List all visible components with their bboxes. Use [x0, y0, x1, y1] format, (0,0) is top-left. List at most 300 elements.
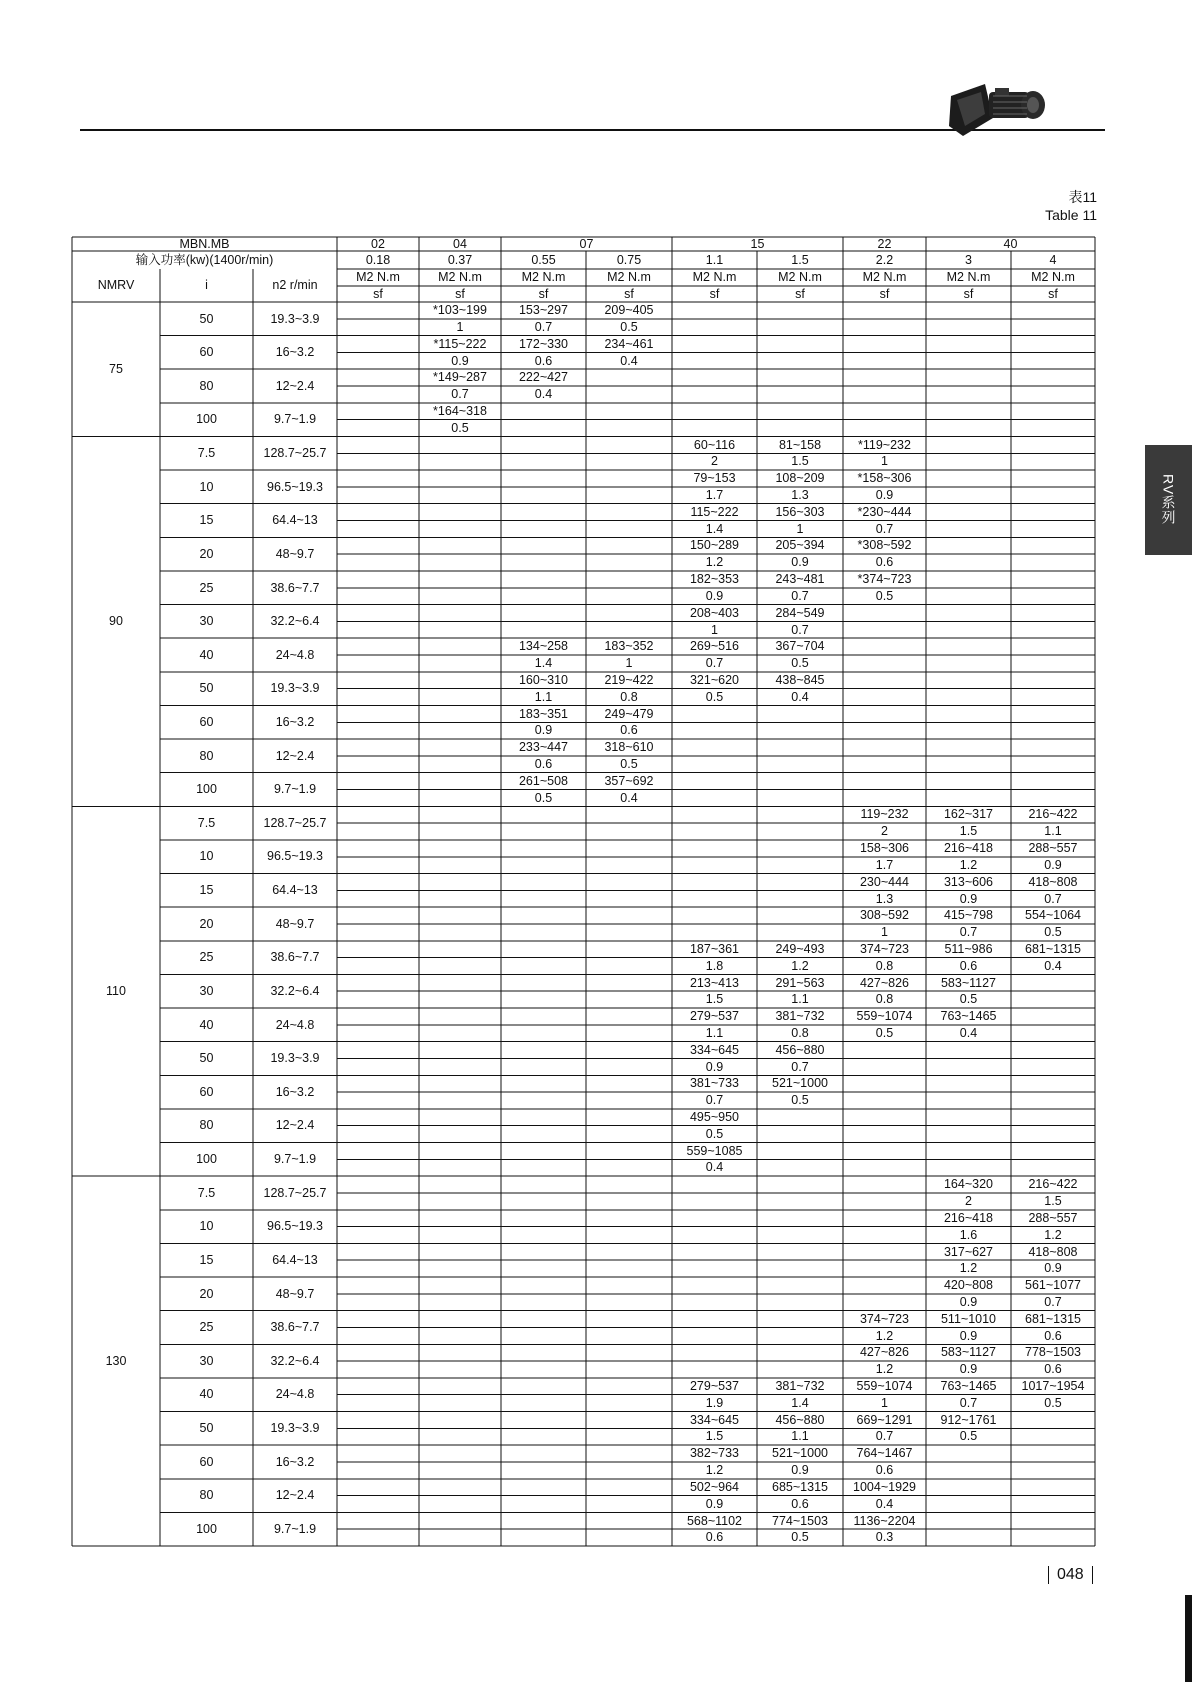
service-factor-value: 0.7 — [959, 925, 978, 940]
torque-value: 778~1503 — [1025, 1345, 1081, 1360]
output-speed-value: 64.4~13 — [272, 1252, 318, 1267]
torque-value: 216~422 — [1028, 807, 1078, 822]
torque-value: 187~361 — [689, 941, 739, 956]
torque-value: 261~508 — [518, 773, 568, 788]
service-factor-value: 0.7 — [791, 588, 809, 603]
torque-value: *119~232 — [858, 437, 911, 452]
output-speed-value: 24~4.8 — [275, 1017, 315, 1032]
torque-value: 334~645 — [689, 1412, 739, 1427]
torque-value: 559~1074 — [856, 1379, 913, 1394]
service-factor-value: 0.9 — [959, 1294, 978, 1309]
torque-value: 456~880 — [775, 1042, 825, 1057]
torque-label: M2 N.m — [946, 270, 991, 285]
output-speed-value: 16~3.2 — [275, 345, 315, 360]
motor-frame-22: 22 — [877, 237, 892, 251]
service-factor-value: 0.6 — [1044, 1328, 1062, 1343]
output-speed-value: 19.3~3.9 — [270, 681, 320, 696]
torque-value: 216~422 — [1028, 1177, 1078, 1192]
service-factor-value: 1.3 — [875, 891, 894, 906]
torque-value: 334~645 — [689, 1042, 739, 1057]
torque-value: 561~1077 — [1025, 1278, 1081, 1293]
torque-value: 669~1291 — [856, 1412, 913, 1427]
torque-value: 418~808 — [1028, 1244, 1078, 1259]
ratio-value: 80 — [199, 378, 214, 393]
power-0.75: 0.75 — [616, 252, 642, 267]
service-factor-value: 0.5 — [875, 1026, 894, 1040]
service-factor-value: 0.9 — [791, 555, 809, 570]
torque-value: 554~1064 — [1025, 908, 1081, 923]
service-factor-value: 0.4 — [875, 1496, 894, 1511]
output-speed-value: 32.2~6.4 — [270, 1353, 320, 1368]
ratio-value: 100 — [196, 1521, 217, 1536]
torque-value: 183~352 — [604, 639, 654, 654]
service-factor-value: 1.2 — [959, 857, 978, 872]
service-factor-value: 0.6 — [875, 555, 894, 570]
torque-value: 511~986 — [944, 941, 993, 956]
service-factor-value: 0.7 — [791, 1059, 809, 1074]
service-factor-value: 0.9 — [1044, 857, 1062, 872]
service-factor-value: 0.8 — [791, 1026, 809, 1040]
torque-value: 234~461 — [604, 336, 654, 351]
torque-value: 288~557 — [1028, 841, 1078, 856]
torque-value: 456~880 — [775, 1412, 825, 1427]
service-factor-value: 0.8 — [620, 689, 638, 704]
output-speed-value: 9.7~1.9 — [273, 782, 317, 797]
torque-value: 291~563 — [775, 975, 825, 990]
output-speed-value: 38.6~7.7 — [270, 1320, 320, 1335]
torque-value: 208~403 — [689, 605, 739, 620]
torque-value: 427~826 — [859, 975, 909, 990]
output-speed-value: 128.7~25.7 — [263, 815, 327, 830]
output-speed-value: 128.7~25.7 — [263, 446, 327, 461]
output-speed-value: 96.5~19.3 — [267, 849, 323, 864]
output-speed-value: 38.6~7.7 — [270, 580, 320, 595]
output-speed-value: 19.3~3.9 — [270, 1051, 320, 1066]
service-factor-label: sf — [373, 286, 383, 301]
service-factor-value: 1.5 — [959, 824, 978, 839]
power-0.37: 0.37 — [447, 252, 473, 267]
ratio-value: 7.5 — [197, 815, 216, 830]
service-factor-value: 1.2 — [791, 958, 809, 973]
service-factor-value: 0.9 — [959, 1328, 978, 1343]
ratio-value: 50 — [199, 1421, 214, 1436]
table-title-zh: 表11 — [1068, 189, 1097, 205]
output-speed-value: 9.7~1.9 — [273, 1152, 317, 1167]
output-speed-value: 32.2~6.4 — [270, 614, 320, 629]
page-number-text: 048 — [1057, 1566, 1084, 1584]
service-factor-value: 1.4 — [705, 521, 724, 536]
torque-value: 511~1010 — [940, 1311, 997, 1326]
service-factor-value: 1 — [711, 622, 718, 637]
torque-value: 1017~1954 — [1021, 1379, 1085, 1394]
service-factor-value: 1.2 — [705, 555, 724, 570]
torque-value: 183~351 — [518, 706, 568, 721]
service-factor-value: 0.5 — [959, 1429, 978, 1444]
motor-frame-04: 04 — [453, 237, 467, 251]
torque-value: 317~627 — [943, 1244, 993, 1259]
output-speed-value: 48~9.7 — [275, 1286, 315, 1301]
output-speed-label: n2 r/min — [272, 278, 318, 293]
torque-value: 685~1315 — [772, 1479, 828, 1494]
torque-value: 150~289 — [689, 538, 739, 553]
page-number-bar-right — [1092, 1566, 1093, 1584]
torque-value: 415~798 — [943, 908, 993, 923]
torque-value: *164~318 — [433, 404, 487, 418]
service-factor-value: 0.4 — [959, 1026, 978, 1040]
service-factor-value: 0.5 — [959, 992, 978, 1007]
output-speed-value: 48~9.7 — [275, 916, 315, 931]
service-factor-value: 1.5 — [705, 1429, 724, 1444]
service-factor-value: 1.3 — [791, 488, 809, 503]
power-3: 3 — [965, 252, 972, 267]
service-factor-value: 0.4 — [1044, 958, 1062, 973]
output-speed-value: 16~3.2 — [275, 1084, 315, 1099]
torque-value: 164~320 — [943, 1177, 993, 1192]
ratio-value: 25 — [199, 580, 214, 595]
torque-value: 182~353 — [689, 572, 739, 587]
output-speed-value: 38.6~7.7 — [270, 950, 320, 965]
output-speed-value: 12~2.4 — [275, 748, 315, 763]
service-factor-value: 0.9 — [705, 1059, 724, 1074]
ratio-value: 40 — [199, 1387, 214, 1402]
torque-value: 279~537 — [689, 1379, 739, 1394]
torque-label: M2 N.m — [438, 270, 482, 285]
service-factor-value: 0.9 — [959, 1362, 978, 1377]
nmrv-label: NMRV — [97, 278, 135, 293]
service-factor-value: 0.9 — [875, 488, 894, 503]
output-speed-value: 9.7~1.9 — [273, 1521, 317, 1536]
service-factor-value: 0.6 — [791, 1496, 809, 1511]
torque-value: 119~232 — [860, 807, 909, 822]
torque-value: 374~723 — [859, 941, 909, 956]
power-0.18: 0.18 — [365, 252, 391, 267]
torque-value: 160~310 — [518, 672, 568, 687]
service-factor-value: 0.5 — [705, 689, 724, 704]
torque-value: *308~592 — [857, 538, 912, 553]
service-factor-value: 1.7 — [705, 488, 724, 503]
torque-value: 233~447 — [518, 740, 568, 755]
torque-value: 381~732 — [775, 1379, 825, 1394]
torque-label: M2 N.m — [862, 270, 907, 285]
service-factor-value: 0.6 — [620, 723, 638, 738]
torque-value: *103~199 — [433, 303, 487, 318]
ratio-value: 40 — [199, 647, 214, 662]
torque-value: 205~394 — [775, 538, 825, 553]
torque-value: 418~808 — [1028, 874, 1078, 889]
service-factor-label: sf — [879, 286, 890, 301]
torque-value: *158~306 — [857, 471, 912, 486]
torque-value: 764~1467 — [856, 1446, 913, 1461]
ratio-value: 80 — [199, 1488, 214, 1503]
output-speed-value: 19.3~3.9 — [270, 311, 320, 326]
service-factor-value: 0.9 — [1044, 1261, 1062, 1276]
service-factor-value: 0.5 — [791, 656, 809, 671]
service-factor-value: 1.2 — [1044, 1227, 1062, 1242]
service-factor-value: 0.6 — [534, 353, 553, 368]
output-speed-value: 19.3~3.9 — [270, 1421, 320, 1436]
torque-value: 79~153 — [693, 471, 736, 486]
service-factor-value: 0.6 — [1044, 1362, 1062, 1377]
ratio-value: 20 — [199, 1286, 214, 1301]
torque-label: M2 N.m — [692, 270, 737, 285]
torque-value: 288~557 — [1028, 1210, 1078, 1225]
ratio-value: 20 — [199, 916, 214, 931]
service-factor-label: sf — [963, 286, 974, 301]
torque-value: 213~413 — [689, 975, 739, 990]
ratio-value: 30 — [199, 983, 214, 998]
ratio-value: 60 — [199, 1084, 214, 1099]
service-factor-value: 0.9 — [791, 1463, 809, 1478]
torque-value: 156~303 — [775, 504, 825, 519]
service-factor-value: 0.5 — [1044, 1395, 1062, 1410]
service-factor-value: 1.9 — [705, 1395, 724, 1410]
torque-value: 521~1000 — [772, 1076, 828, 1091]
output-speed-value: 96.5~19.3 — [267, 479, 323, 494]
ratio-value: 60 — [199, 1454, 214, 1469]
service-factor-value: 1.5 — [705, 992, 724, 1007]
service-factor-label: sf — [455, 286, 465, 301]
torque-value: 382~733 — [689, 1446, 739, 1461]
service-factor-value: 0.4 — [620, 790, 638, 805]
service-factor-value: 0.7 — [451, 387, 469, 402]
service-factor-value: 0.5 — [791, 1530, 809, 1545]
torque-value: 681~1315 — [1025, 1311, 1081, 1326]
service-factor-value: 1.6 — [959, 1227, 978, 1242]
output-speed-value: 12~2.4 — [275, 378, 315, 393]
service-factor-value: 1.1 — [791, 992, 809, 1007]
service-factor-value: 1.2 — [959, 1261, 978, 1276]
service-factor-value: 0.4 — [791, 689, 809, 704]
service-factor-value: 0.5 — [1044, 925, 1062, 940]
motor-frame-02: 02 — [371, 237, 385, 251]
ratio-value: 80 — [199, 748, 214, 763]
service-factor-value: 1.1 — [791, 1429, 809, 1444]
size-label-75: 75 — [109, 361, 123, 376]
service-factor-value: 0.7 — [959, 1395, 978, 1410]
service-factor-value: 0.4 — [534, 387, 553, 402]
torque-value: 420~808 — [943, 1278, 993, 1293]
torque-value: 308~592 — [859, 908, 909, 923]
torque-value: 381~732 — [775, 1009, 825, 1024]
torque-value: 153~297 — [518, 303, 568, 318]
output-speed-value: 24~4.8 — [275, 647, 315, 662]
service-factor-value: 0.8 — [875, 958, 894, 973]
page-number — [1040, 1566, 1101, 1584]
torque-value: 219~422 — [604, 672, 654, 687]
torque-value: 313~606 — [943, 874, 993, 889]
service-factor-value: 1 — [625, 656, 633, 671]
power-1.1: 1.1 — [705, 252, 724, 267]
torque-value: 249~493 — [775, 941, 825, 956]
torque-value: 763~1465 — [940, 1009, 997, 1024]
service-factor-value: 1.7 — [875, 857, 894, 872]
service-factor-value: 0.7 — [875, 521, 894, 536]
torque-value: *230~444 — [857, 504, 912, 519]
torque-value: 912~1761 — [940, 1412, 997, 1427]
power-4: 4 — [1049, 252, 1057, 267]
service-factor-value: 0.6 — [534, 757, 553, 772]
service-factor-value: 2 — [965, 1194, 972, 1209]
service-factor-label: sf — [1048, 286, 1058, 301]
torque-value: 681~1315 — [1025, 941, 1081, 956]
ratio-value: 10 — [199, 479, 214, 494]
power-0.55: 0.55 — [531, 252, 556, 267]
output-speed-value: 24~4.8 — [275, 1387, 315, 1402]
ratio-value: 30 — [199, 614, 214, 629]
service-factor-value: 0.9 — [451, 353, 469, 368]
torque-value: 230~444 — [859, 874, 909, 889]
torque-value: 60~116 — [693, 437, 736, 452]
torque-value: *149~287 — [433, 370, 487, 385]
power-label: 输入功率(kw)(1400r/min) — [135, 252, 274, 267]
size-label-130: 130 — [105, 1353, 127, 1368]
motor-frame-15: 15 — [750, 237, 765, 251]
service-factor-value: 2 — [881, 824, 888, 839]
service-factor-value: 1.5 — [791, 454, 809, 469]
service-factor-value: 0.7 — [705, 656, 724, 671]
service-factor-value: 1 — [881, 454, 888, 469]
torque-value: 357~692 — [604, 773, 654, 788]
service-factor-value: 1 — [796, 521, 804, 536]
service-factor-value: 1.2 — [875, 1362, 894, 1377]
torque-value: 216~418 — [943, 841, 993, 856]
ratio-value: 60 — [199, 715, 214, 729]
torque-value: 495~950 — [689, 1110, 739, 1125]
torque-value: 502~964 — [689, 1479, 739, 1494]
output-speed-value: 12~2.4 — [275, 1118, 315, 1133]
torque-value: 108~209 — [775, 471, 825, 486]
service-factor-value: 0.9 — [705, 588, 724, 603]
ratio-value: 15 — [199, 1252, 214, 1267]
torque-value: 172~330 — [518, 336, 568, 351]
torque-value: 438~845 — [775, 672, 825, 687]
output-speed-value: 9.7~1.9 — [273, 412, 317, 427]
torque-value: 427~826 — [859, 1345, 909, 1360]
service-factor-value: 1 — [881, 1395, 888, 1410]
torque-value: 583~1127 — [940, 1345, 997, 1360]
service-factor-value: 0.5 — [534, 790, 553, 805]
service-factor-value: 0.6 — [875, 1463, 894, 1478]
torque-value: 162~317 — [943, 807, 993, 822]
torque-value: 158~306 — [859, 841, 909, 856]
torque-value: 1004~1929 — [853, 1479, 916, 1494]
service-factor-value: 1 — [456, 319, 464, 334]
ratio-value: 7.5 — [197, 1185, 216, 1200]
torque-label: M2 N.m — [521, 270, 566, 285]
torque-value: 249~479 — [604, 706, 654, 721]
ratio-value: 50 — [199, 1051, 214, 1066]
motor-frame-07: 07 — [579, 237, 594, 251]
size-label-90: 90 — [109, 614, 123, 629]
torque-value: 115~222 — [690, 504, 739, 519]
service-factor-value: 1.5 — [1044, 1194, 1062, 1209]
service-factor-value: 0.5 — [620, 757, 638, 772]
torque-value: 134~258 — [518, 639, 568, 654]
table-title-en: Table 11 — [1045, 207, 1097, 223]
ratio-value: 100 — [196, 412, 217, 427]
ratio-value: 60 — [199, 345, 214, 360]
output-speed-value: 128.7~25.7 — [263, 1185, 327, 1200]
service-factor-value: 2 — [711, 454, 718, 469]
torque-value: 81~158 — [778, 437, 822, 452]
service-factor-value: 0.5 — [791, 1093, 809, 1108]
service-factor-value: 0.7 — [875, 1429, 894, 1444]
mbn-label: MBN.MB — [179, 237, 230, 251]
service-factor-value: 0.7 — [791, 622, 809, 637]
ratio-value: 10 — [199, 849, 214, 864]
service-factor-value: 1.4 — [534, 656, 553, 671]
service-factor-value: 0.9 — [959, 891, 978, 906]
ratio-value: 100 — [196, 782, 217, 797]
service-factor-value: 1 — [881, 925, 888, 940]
service-factor-value: 0.7 — [705, 1093, 724, 1108]
torque-label: M2 N.m — [356, 270, 400, 285]
ratio-value: 50 — [199, 311, 214, 326]
torque-value: 381~733 — [689, 1076, 739, 1091]
ratio-value: 30 — [199, 1353, 214, 1368]
service-factor-value: 0.7 — [534, 319, 553, 334]
size-label-110: 110 — [106, 983, 126, 998]
torque-value: 321~620 — [689, 672, 739, 687]
output-speed-value: 16~3.2 — [275, 1454, 315, 1469]
service-factor-value: 0.9 — [534, 723, 553, 738]
output-speed-value: 96.5~19.3 — [267, 1219, 323, 1234]
motor-frame-40: 40 — [1003, 237, 1018, 251]
torque-value: 559~1085 — [686, 1143, 743, 1158]
torque-value: *115~222 — [433, 336, 487, 351]
service-factor-value: 0.5 — [620, 319, 638, 334]
output-speed-value: 48~9.7 — [275, 546, 315, 561]
torque-value: 583~1127 — [940, 975, 997, 990]
torque-value: *374~723 — [857, 572, 912, 587]
service-factor-value: 0.7 — [1044, 891, 1062, 906]
page-edge-mark — [1185, 1595, 1192, 1682]
torque-value: 279~537 — [689, 1009, 739, 1024]
service-factor-value: 0.4 — [620, 353, 638, 368]
torque-value: 559~1074 — [856, 1009, 913, 1024]
torque-value: 209~405 — [604, 303, 654, 318]
torque-value: 243~481 — [775, 572, 825, 587]
service-factor-value: 1.2 — [875, 1328, 894, 1343]
ratio-value: 100 — [196, 1152, 217, 1167]
torque-value: 774~1503 — [772, 1513, 828, 1528]
torque-value: 216~418 — [943, 1210, 993, 1225]
torque-value: 568~1102 — [686, 1513, 743, 1528]
service-factor-value: 1.2 — [705, 1463, 724, 1478]
service-factor-value: 0.5 — [875, 588, 894, 603]
service-factor-value: 1.1 — [534, 689, 553, 704]
ratio-label: i — [205, 278, 208, 293]
torque-label: M2 N.m — [607, 270, 651, 285]
ratio-value: 15 — [199, 513, 214, 528]
ratio-value: 50 — [199, 681, 214, 696]
torque-label: M2 N.m — [778, 270, 822, 285]
page-number-bar-left — [1048, 1566, 1049, 1584]
series-side-tab-label: RV系列 — [1160, 474, 1177, 526]
service-factor-value: 0.5 — [705, 1126, 724, 1141]
ratio-value: 80 — [199, 1118, 214, 1133]
service-factor-value: 0.6 — [705, 1530, 724, 1545]
power-2.2: 2.2 — [875, 252, 894, 267]
torque-value: 367~704 — [775, 639, 825, 654]
output-speed-value: 64.4~13 — [272, 513, 318, 528]
output-speed-value: 32.2~6.4 — [270, 983, 320, 998]
torque-value: 222~427 — [518, 370, 568, 385]
service-factor-value: 0.6 — [959, 958, 978, 973]
service-factor-label: sf — [538, 286, 549, 301]
service-factor-value: 0.4 — [705, 1160, 724, 1175]
ratio-value: 20 — [199, 546, 214, 561]
